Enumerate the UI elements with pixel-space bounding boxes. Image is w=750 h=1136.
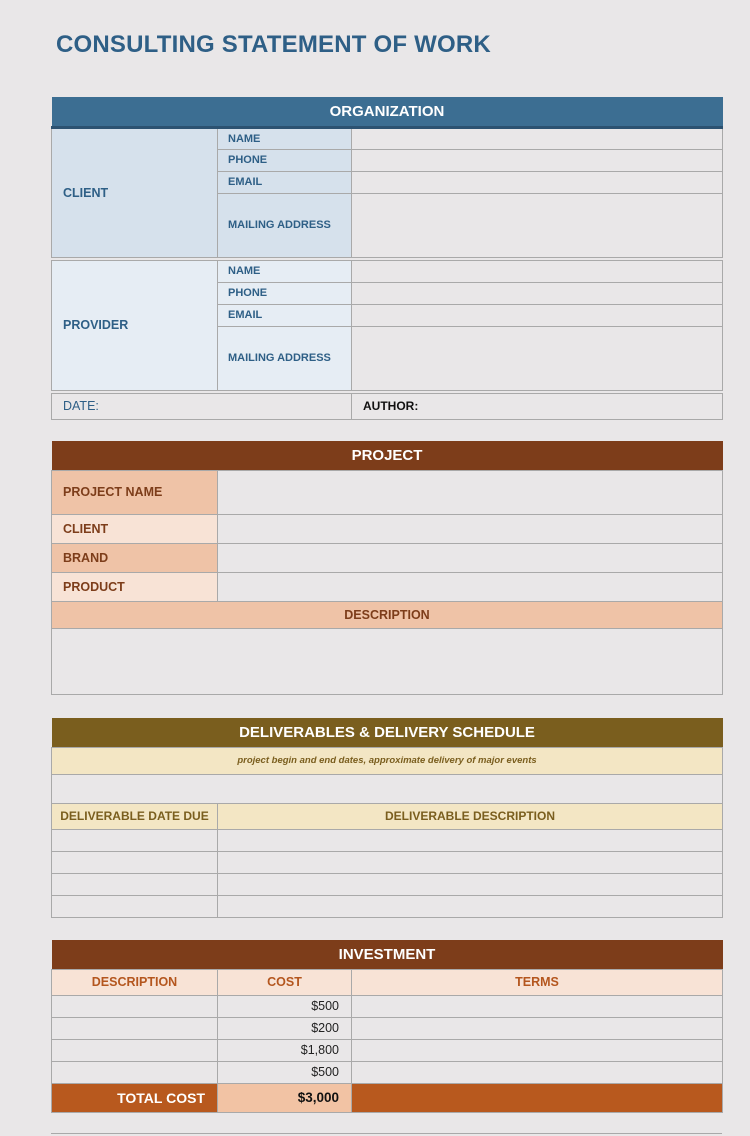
deliverable-desc-col-header: DELIVERABLE DESCRIPTION — [218, 803, 723, 829]
investment-cost-col-header: COST — [218, 969, 352, 995]
provider-address-label: MAILING ADDRESS — [218, 326, 352, 390]
deliverable-date-cell[interactable] — [52, 895, 218, 917]
deliverable-date-cell[interactable] — [52, 873, 218, 895]
page-divider — [51, 1133, 722, 1134]
deliverables-header: DELIVERABLES & DELIVERY SCHEDULE — [52, 718, 723, 747]
total-cost-value: $3,000 — [218, 1083, 352, 1112]
project-name-field[interactable] — [218, 470, 723, 514]
project-description-label: DESCRIPTION — [52, 601, 723, 628]
investment-terms-cell[interactable] — [352, 1039, 723, 1061]
client-phone-field[interactable] — [352, 149, 723, 171]
project-product-field[interactable] — [218, 572, 723, 601]
provider-email-label: EMAIL — [218, 304, 352, 326]
investment-table — [51, 940, 723, 1113]
provider-name-field[interactable] — [352, 260, 723, 282]
provider-name-label: NAME — [218, 260, 352, 282]
provider-address-field[interactable] — [352, 326, 723, 390]
investment-terms-cell[interactable] — [352, 1061, 723, 1083]
project-brand-label: BRAND — [52, 543, 218, 572]
client-name-field[interactable] — [352, 127, 723, 149]
investment-terms-cell[interactable] — [352, 1017, 723, 1039]
investment-description-cell[interactable] — [52, 1061, 218, 1083]
investment-description-cell[interactable] — [52, 1039, 218, 1061]
investment-cost-cell[interactable]: $500 — [218, 1061, 352, 1083]
deliverables-dates-field[interactable] — [52, 774, 723, 803]
investment-cost-cell[interactable]: $200 — [218, 1017, 352, 1039]
deliverables-subtitle: project begin and end dates, approximate delivery of major events — [52, 747, 723, 774]
table-row — [52, 1039, 723, 1061]
investment-description-cell[interactable] — [52, 1017, 218, 1039]
deliverable-date-cell[interactable] — [52, 829, 218, 851]
provider-phone-label: PHONE — [218, 282, 352, 304]
deliverable-desc-cell[interactable] — [218, 851, 723, 873]
project-table — [51, 441, 723, 695]
total-cost-label: TOTAL COST — [52, 1083, 218, 1112]
deliverable-desc-cell[interactable] — [218, 873, 723, 895]
client-address-label: MAILING ADDRESS — [218, 193, 352, 257]
provider-phone-field[interactable] — [352, 282, 723, 304]
investment-description-cell[interactable] — [52, 995, 218, 1017]
table-row — [52, 1017, 723, 1039]
project-name-label: PROJECT NAME — [52, 470, 218, 514]
date-label: DATE: — [52, 393, 352, 419]
investment-cost-cell[interactable]: $1,800 — [218, 1039, 352, 1061]
client-email-label: EMAIL — [218, 171, 352, 193]
investment-cost-cell[interactable]: $500 — [218, 995, 352, 1017]
page-title: CONSULTING STATEMENT OF WORK — [56, 31, 491, 58]
client-phone-label: PHONE — [218, 149, 352, 171]
investment-header: INVESTMENT — [52, 940, 723, 969]
project-brand-field[interactable] — [218, 543, 723, 572]
deliverable-desc-cell[interactable] — [218, 895, 723, 917]
table-row — [52, 1061, 723, 1083]
investment-description-col-header: DESCRIPTION — [52, 969, 218, 995]
investment-terms-col-header: TERMS — [352, 969, 723, 995]
deliverable-desc-cell[interactable] — [218, 829, 723, 851]
project-header: PROJECT — [52, 441, 723, 470]
client-label: CLIENT — [52, 127, 218, 257]
deliverables-table — [51, 718, 723, 918]
table-row — [52, 995, 723, 1017]
client-email-field[interactable] — [352, 171, 723, 193]
organization-header: ORGANIZATION — [52, 97, 723, 127]
deliverable-date-col-header: DELIVERABLE DATE DUE — [52, 803, 218, 829]
organization-table — [51, 97, 723, 420]
project-client-label: CLIENT — [52, 514, 218, 543]
project-product-label: PRODUCT — [52, 572, 218, 601]
client-name-label: NAME — [218, 127, 352, 149]
provider-label: PROVIDER — [52, 260, 218, 390]
client-address-field[interactable] — [352, 193, 723, 257]
total-cost-fill — [352, 1083, 723, 1112]
author-label: AUTHOR: — [352, 393, 723, 419]
project-description-field[interactable] — [52, 628, 723, 694]
deliverable-date-cell[interactable] — [52, 851, 218, 873]
investment-terms-cell[interactable] — [352, 995, 723, 1017]
project-client-field[interactable] — [218, 514, 723, 543]
provider-email-field[interactable] — [352, 304, 723, 326]
